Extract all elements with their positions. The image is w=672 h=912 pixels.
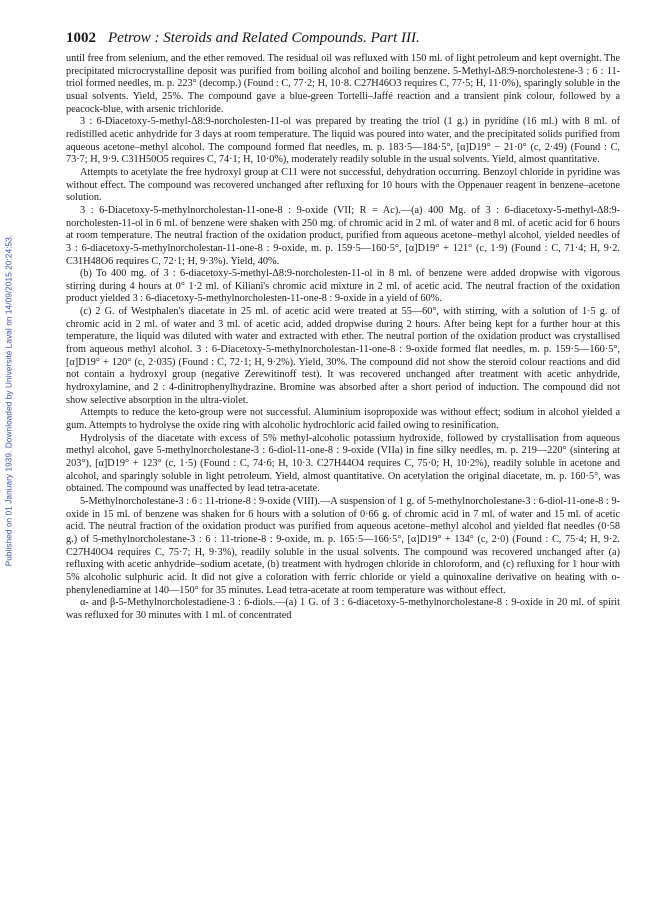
paragraph: until free from selenium, and the ether removed. The residual oil was refluxed with 150 ml. of light petroleum and kept overnight. The precipitated microcrystalline deposit was purified from boiling alcohol and boiling benzene. 5-Methyl-Δ8:9-norcholestene-3 : 6 : 11-triol formed needles, m. p. 223° (decomp.) (Found : C, 77·2; H, 10·8. C27H46O3 requires C, 77·5; H, 11·0%), sparingly soluble in the usual solvents. Yield, 25%. The compound gave a blue-green Tortelli–Jaffé reaction and a transient pink colour, followed by a peacock-blue, with arsenic trichloride. <box>66 53 620 115</box>
paragraph: α- and β-5-Methylnorcholestadiene-3 : 6-diols.—(a) 1 G. of 3 : 6-diacetoxy-5-methylnorcholestane-8 : 9-oxide in 20 ml. of spirit was refluxed for 30 minutes with 1 ml. of concentrated <box>66 597 620 621</box>
download-watermark <box>2 120 16 680</box>
paragraph: 3 : 6-Diacetoxy-5-methylnorcholestan-11-one-8 : 9-oxide (VII; R = Ac).—(a) 400 Mg. of 3 : 6-diacetoxy-5-methyl-Δ8:9-norcholesten-11-ol in 6 ml. of benzene were shaken with 250 mg. of chromic acid in 2 ml. of water and 8 ml. of acetic acid for 6 hours at room temperature. The neutral fraction of the oxidation product, purified from aqueous acetone–methyl alcohol, yielded needles of 3 : 6-diacetoxy-5-methylnorcholestan-11-one-8 : 9-oxide, m. p. 159·5—160·5°, [α]D19° + 121° (c, 1·9) (Found : C, 71·4; H, 9·2. C31H48O6 requires C, 72·1; H, 9·3%). Yield, 40%. <box>66 204 620 267</box>
paragraph: 5-Methylnorcholestane-3 : 6 : 11-trione-8 : 9-oxide (VIII).—A suspension of 1 g. of 5-methylnorcholestane-3 : 6-diol-11-one-8 : 9-oxide in 15 ml. of benzene was shaken for 6 hours with a solution of 0·66 g. of chromic acid in 7 ml. of water and 15 ml. of acetic acid. The neutral fraction of the oxidation product was purified from aqueous acetone–methyl alcohol and yielded flat needles (0·58 g.) of 5-methylnorcholestane-3 : 6 : 11-trione-8 : 9-oxide, m. p. 165·5—166·5°, [α]D19° + 134° (c, 2·0) (Found : C, 75·4; H, 9·2. C27H40O4 requires C, 75·7; H, 9·3%), readily soluble in the usual solvents. The compound was recovered unchanged after (a) refluxing with acetic anhydride–sodium acetate, (b) treatment with hydrogen chloride in chloroform, and (c) refluxing for 1 hour with 5% alcoholic sulphuric acid. It did not give a coloration with ferric chloride or yield a quinoxaline derivative on heating with o-phenylenediamine at 140—150° for 35 minutes. Lead tetra-acetate at room temperature was without effect. <box>66 495 620 596</box>
paragraph: Attempts to acetylate the free hydroxyl group at C11 were not successful, dehydration occurring. Benzoyl chloride in pyridine was without effect. The compound was recovered unchanged after refluxing for 10 hours with the Oppenauer reagent in benzene–acetone solution. <box>66 166 620 204</box>
download-watermark-text: Published on 01 January 1939. Downloaded by Université Laval on 14/09/2015 20:24:53. <box>4 234 14 566</box>
running-title: Petrow : Steroids and Related Compounds. Part III. <box>108 30 420 46</box>
article-body <box>66 53 620 623</box>
paragraph: 3 : 6-Diacetoxy-5-methyl-Δ8:9-norcholesten-11-ol was prepared by treating the triol (1 g.) in pyridine (16 ml.) with 8 ml. of redistilled acetic anhydride for 3 days at room temperature. The liquid was poured into water, and the precipitated solids purified from aqueous acetone–methyl alcohol. The compound formed flat needles, m. p. 183·5—184·5°, [α]D19° − 21·0° (c, 2·49) (Found : C, 73·7; H, 9·9. C31H50O5 requires C, 74·1; H, 10·0%), moderately readily soluble in the usual solvents. Yield, almost quantitative. <box>66 116 620 166</box>
paragraph: Hydrolysis of the diacetate with excess of 5% methyl-alcoholic potassium hydroxide, followed by crystallisation from aqueous methyl alcohol, gave 5-methylnorcholestane-3 : 6-diol-11-one-8 : 9-oxide (VIIa) in fine silky needles, m. p. 219—220° (sintering at 203°), [α]D19° + 123° (c, 1·5) (Found : C, 74·6; H, 10·3. C27H44O4 requires C, 75·0; H, 10·2%), readily soluble in acetone and alcohol, and sparingly soluble in light petroleum. Yield, almost quantitative. On acetylation the original diacetate, m. p. 160·5°, was obtained. The compound was unaffected by lead tetra-acetate. <box>66 432 620 495</box>
page-number: 1002 <box>66 30 96 46</box>
paragraph: Attempts to reduce the keto-group were not successful. Aluminium isopropoxide was without effect; sodium in alcohol yielded a gum. Attempts to hydrolyse the oxide ring with alcoholic hydrochloric acid failed owing to resinification. <box>66 407 620 432</box>
journal-page <box>66 30 620 900</box>
paragraph: (b) To 400 mg. of 3 : 6-diacetoxy-5-methyl-Δ8:9-norcholesten-11-ol in 8 ml. of benzene were added dropwise with vigorous stirring during 4 hours at 0° 1·2 ml. of Kiliani's chromic acid mixture in 2 ml. of acetic acid. The neutral fraction of the oxidation product yielded 3 : 6-diacetoxy-5-methylnorcholesten-11-one-8 : 9-oxide in a yield of 60%. <box>66 268 620 305</box>
paragraph: (c) 2 G. of Westphalen's diacetate in 25 ml. of acetic acid were treated at 55—60°, with stirring, with a solution of 1·5 g. of chromic acid in 2 ml. of water and 3 ml. of acetic acid, added dropwise during 2 hours. After being kept for a further hour at this temperature, the liquid was diluted with water and extracted with ether. The neutral portion of the oxidation product was crystallised from aqueous methyl alcohol. 3 : 6-Diacetoxy-5-methylnorcholestan-11-one-8 : 9-oxide formed flat needles, m. p. 159·5—160·5°, [α]D19° + 120° (c, 2·035) (Found : C, 72·1; H, 9·2%). Yield, 30%. The compound did not show the steroid colour reactions and did not contain a hydroxyl group (negative Zerewitinoff test). It was recovered unchanged after treatment with acetic anhydride, hydroxylamine, and 2 : 4-dinitrophenylhydrazine. Bromine was absorbed after a short period of induction. The compound did not show selective absorption in the ultra-violet. <box>66 306 620 406</box>
page-header <box>66 30 620 47</box>
